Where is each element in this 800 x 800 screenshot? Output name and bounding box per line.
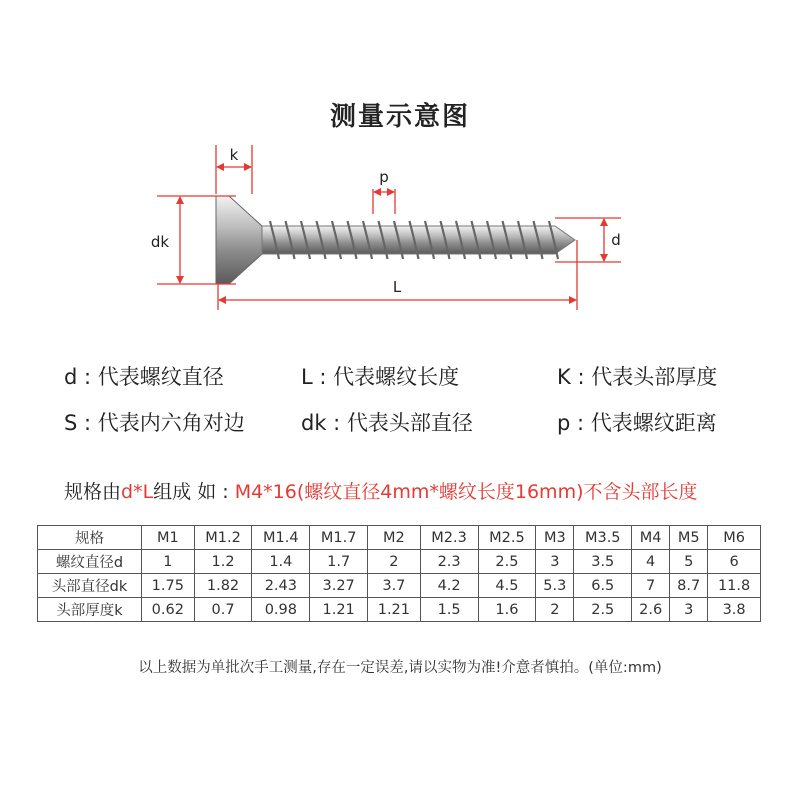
L-label: L [392, 278, 402, 296]
legend-key: dk : [301, 411, 341, 435]
spec-table [37, 525, 761, 622]
legend-text: 代表螺纹距离 [590, 411, 717, 435]
table-cell: 1.82 [194, 574, 252, 598]
table-cell: 4.2 [420, 574, 478, 598]
table-cell: M6 [708, 526, 761, 550]
legend-item-K [557, 361, 717, 391]
table-cell: 1.5 [420, 598, 478, 622]
table-cell: 1.21 [368, 598, 421, 622]
table-cell: 0.98 [252, 598, 310, 622]
table-cell: 8.7 [670, 574, 708, 598]
screw-measurement-diagram [0, 0, 800, 340]
table-cell: M1.2 [194, 526, 252, 550]
spec-description [64, 477, 698, 504]
table-row [38, 574, 761, 598]
spec-prefix: 规格由 [64, 481, 122, 503]
table-row [38, 598, 761, 622]
legend-text: 代表内六角对边 [97, 411, 245, 435]
table-cell: 0.62 [142, 598, 195, 622]
legend-item-S [64, 407, 245, 437]
row-header: 头部直径dk [38, 574, 142, 598]
k-label: k [229, 146, 239, 164]
table-row [38, 526, 761, 550]
table-cell: M1 [142, 526, 195, 550]
table-cell: 1.6 [478, 598, 536, 622]
legend-key: S : [64, 411, 92, 435]
table-cell: M2 [368, 526, 421, 550]
table-cell: 7 [632, 574, 670, 598]
table-cell: 1.4 [252, 550, 310, 574]
table-cell: M4 [632, 526, 670, 550]
table-cell: 2.5 [478, 550, 536, 574]
table-cell: 1.21 [310, 598, 368, 622]
legend-key: d : [64, 365, 92, 389]
legend-key: K : [557, 365, 585, 389]
legend-item-d [64, 361, 224, 391]
spec-formula: d*L [121, 481, 154, 503]
table-cell: 1.75 [142, 574, 195, 598]
legend-text: 代表头部厚度 [591, 365, 718, 389]
legend-text: 代表螺纹长度 [333, 365, 460, 389]
table-cell: 4 [632, 550, 670, 574]
dk-label: dk [150, 233, 170, 251]
table-cell: 2.3 [420, 550, 478, 574]
table-cell: 1 [142, 550, 195, 574]
table-cell: 0.7 [194, 598, 252, 622]
spec-example: M4*16(螺纹直径4mm*螺纹长度16mm)不含头部长度 [234, 481, 698, 503]
table-cell: 2.43 [252, 574, 310, 598]
table-cell: 2.6 [632, 598, 670, 622]
table-cell: 3.8 [708, 598, 761, 622]
row-header: 螺纹直径d [38, 550, 142, 574]
table-row [38, 550, 761, 574]
table-cell: 3.7 [368, 574, 421, 598]
table-cell: 2.5 [574, 598, 632, 622]
table-cell: 3.5 [574, 550, 632, 574]
table-cell: 1.7 [310, 550, 368, 574]
legend-item-p [557, 407, 717, 437]
table-cell: 2 [368, 550, 421, 574]
disclaimer-note: 以上数据为单批次手工测量,存在一定误差,请以实物为准!介意者慎拍。(单位:mm) [138, 660, 662, 676]
table-cell: 4.5 [478, 574, 536, 598]
legend-item-L [301, 361, 459, 391]
legend-text: 代表螺纹直径 [97, 365, 224, 389]
table-cell: M3 [536, 526, 574, 550]
d-label: d [611, 231, 621, 249]
page-title: 测量示意图 [329, 102, 470, 132]
table-cell: 3.27 [310, 574, 368, 598]
table-cell: 6 [708, 550, 761, 574]
table-cell: 5 [670, 550, 708, 574]
legend-key: L : [301, 365, 327, 389]
table-cell: M2.3 [420, 526, 478, 550]
table-cell: 6.5 [574, 574, 632, 598]
table-cell: 3 [536, 550, 574, 574]
table-cell: 1.2 [194, 550, 252, 574]
screw-head [216, 196, 262, 284]
table-cell: 11.8 [708, 574, 761, 598]
table-cell: M3.5 [574, 526, 632, 550]
table-cell: M1.7 [310, 526, 368, 550]
table-cell: 3 [670, 598, 708, 622]
table-cell: 5.3 [536, 574, 574, 598]
table-cell: M2.5 [478, 526, 536, 550]
legend-key: p : [557, 411, 585, 435]
table-cell: M5 [670, 526, 708, 550]
spec-middle: 组成 如 : [153, 481, 235, 503]
table-cell: 2 [536, 598, 574, 622]
row-header: 头部厚度k [38, 598, 142, 622]
table-cell: M1.4 [252, 526, 310, 550]
p-label: p [379, 168, 389, 186]
legend-text: 代表头部直径 [346, 411, 473, 435]
legend-item-dk [301, 407, 473, 437]
row-header: 规格 [38, 526, 142, 550]
